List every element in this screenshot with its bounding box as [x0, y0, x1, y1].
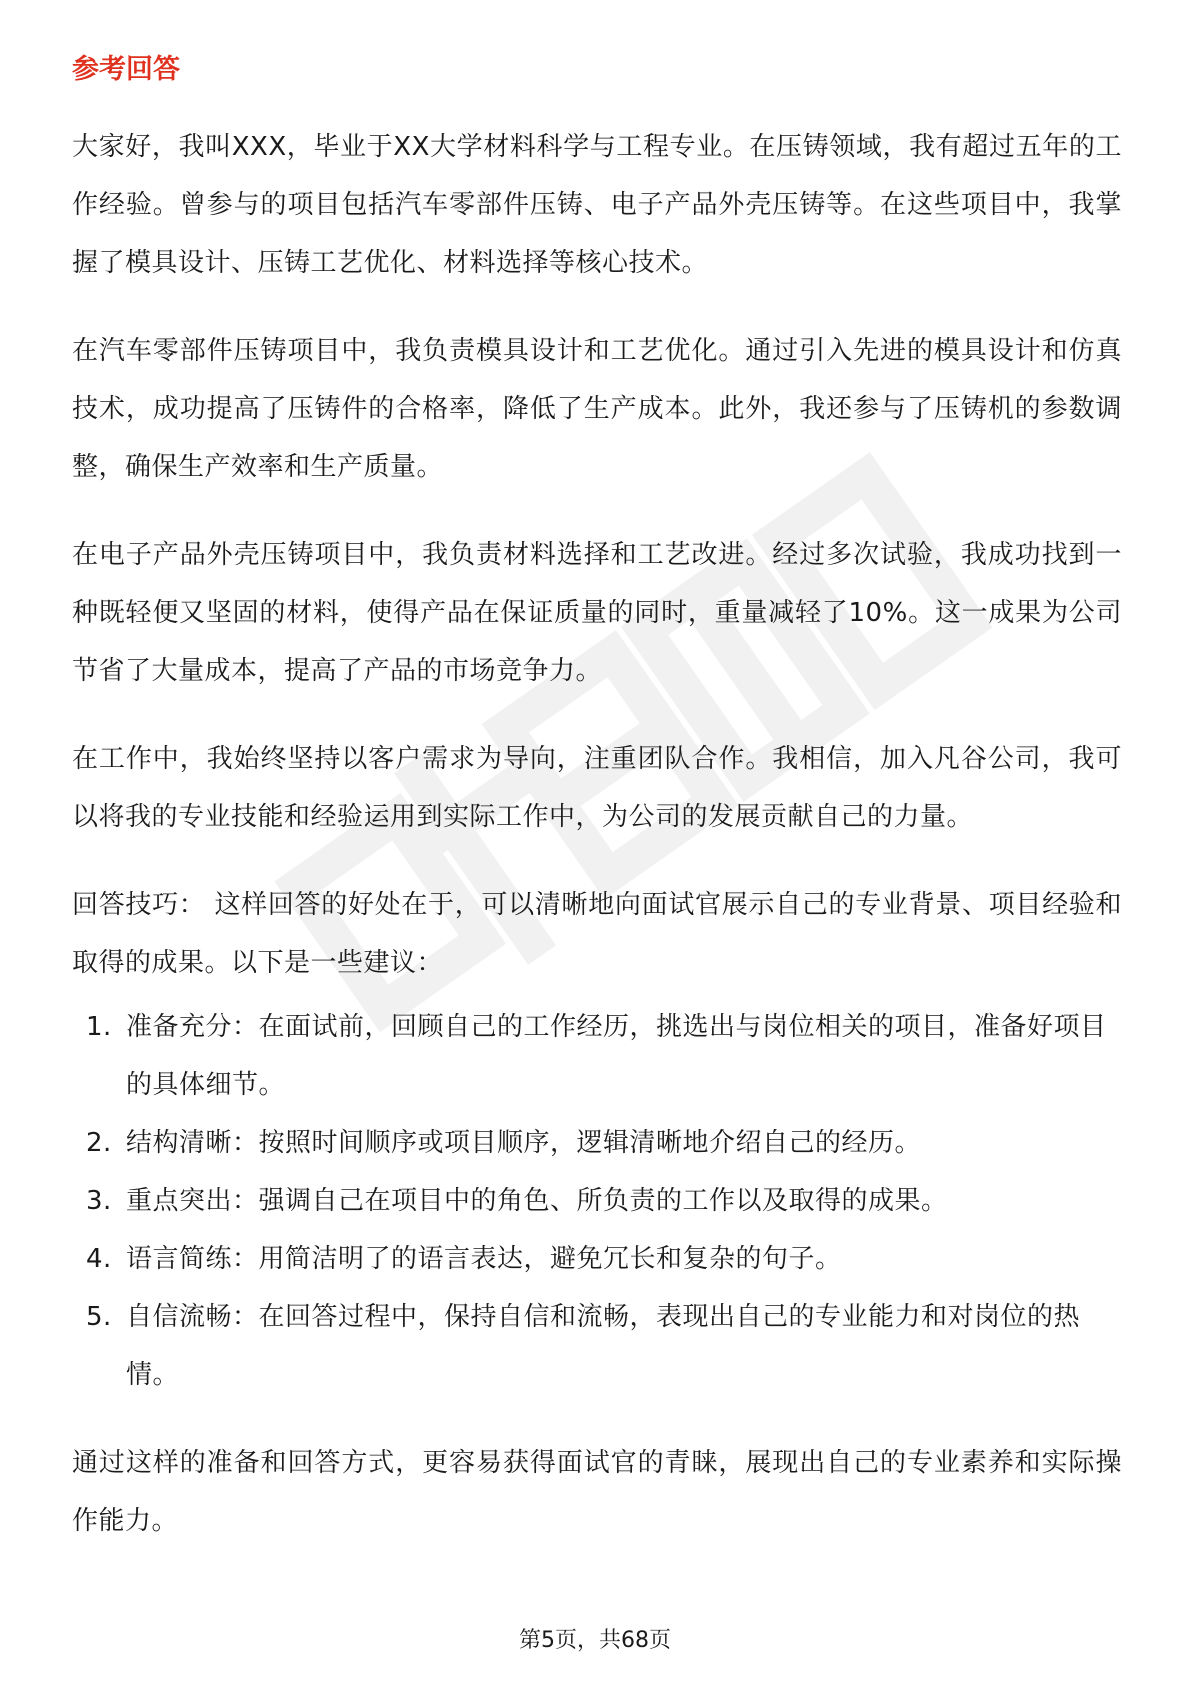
electronics-paragraph: 在电子产品外壳压铸项目中，我负责材料选择和工艺改进。经过多次试验，我成功找到一种既轻便又坚固的材料，使得产品在保证质量的同时，重量减轻了10%。这一成果为公司节省了大量成本，提高了产品的市场竞争力。: [72, 540, 1122, 686]
answer-heading: 参考回答: [72, 54, 180, 85]
list-item: [72, 1230, 1122, 1288]
list-item-number: 5.: [86, 1302, 112, 1332]
list-item: [72, 1172, 1122, 1230]
page-number: 第5页，共68页: [519, 1628, 671, 1653]
auto-parts-paragraph: 在汽车零部件压铸项目中，我负责模具设计和工艺优化。通过引入先进的模具设计和仿真技术，成功提高了压铸件的合格率，降低了生产成本。此外，我还参与了压铸机的参数调整，确保生产效率和生产质量。: [72, 336, 1122, 482]
list-item-text: 语言简练：用简洁明了的语言表达，避免冗长和复杂的句子。: [126, 1244, 842, 1274]
teamwork-paragraph: 在工作中，我始终坚持以客户需求为导向，注重团队合作。我相信，加入凡谷公司，我可以将我的专业技能和经验运用到实际工作中，为公司的发展贡献自己的力量。: [72, 744, 1122, 832]
list-item-number: 2.: [86, 1128, 112, 1158]
list-item: [72, 1114, 1122, 1172]
list-item-number: 4.: [86, 1244, 112, 1274]
list-item-text: 重点突出：强调自己在项目中的角色、所负责的工作以及取得的成果。: [126, 1186, 948, 1216]
list-item-text: 自信流畅：在回答过程中，保持自信和流畅，表现出自己的专业能力和对岗位的热情。: [126, 1302, 1081, 1390]
conclusion-paragraph: 通过这样的准备和回答方式，更容易获得面试官的青睐，展现出自己的专业素养和实际操作能力。: [72, 1448, 1122, 1536]
tips-intro: 回答技巧： 这样回答的好处在于，可以清晰地向面试官展示自己的专业背景、项目经验和取得的成果。以下是一些建议：: [72, 890, 1122, 978]
list-item: [72, 1288, 1122, 1404]
list-item-number: 3.: [86, 1186, 112, 1216]
list-item: [72, 998, 1122, 1114]
tips-list: [72, 998, 1122, 1404]
document-body: [72, 118, 1122, 1580]
list-item-text: 准备充分：在面试前，回顾自己的工作经历，挑选出与岗位相关的项目，准备好项目的具体细节。: [126, 1012, 1107, 1100]
intro-paragraph: 大家好，我叫XXX，毕业于XX大学材料科学与工程专业。在压铸领域，我有超过五年的工作经验。曾参与的项目包括汽车零部件压铸、电子产品外壳压铸等。在这些项目中，我掌握了模具设计、压铸工艺优化、材料选择等核心技术。: [72, 132, 1122, 278]
list-item-number: 1.: [86, 1012, 112, 1042]
list-item-text: 结构清晰：按照时间顺序或项目顺序，逻辑清晰地介绍自己的经历。: [126, 1128, 922, 1158]
